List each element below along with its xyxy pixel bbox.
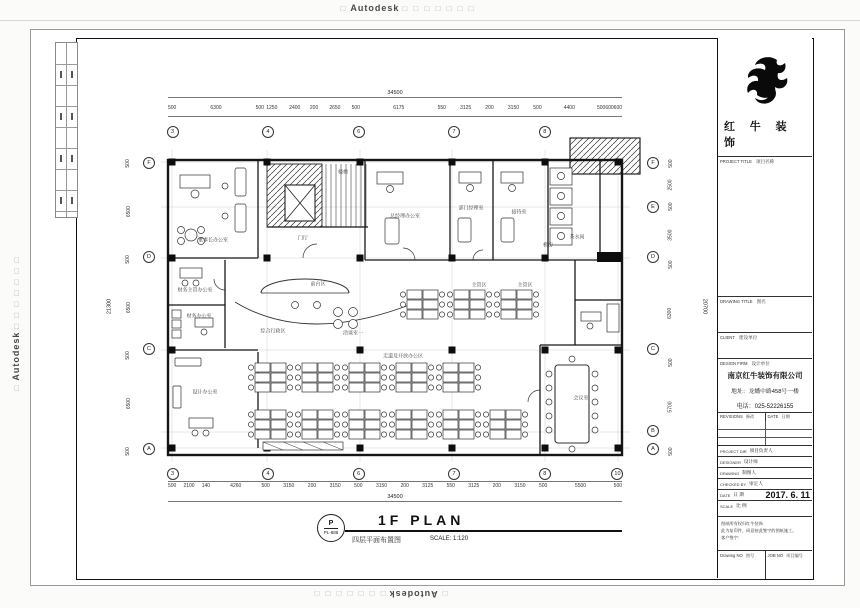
grid-bubble-3: 3 [167,468,179,480]
titleblock-field: SCALE 比 例 [718,500,812,511]
titleblock-field: DRAWING 制图人 [718,467,812,478]
room-label: 总经理办公室 [389,213,421,220]
grid-bubble-7: 7 [448,468,460,480]
room-label: 董事长办公室 [197,237,229,244]
room-label: 部门经理室 [458,205,484,212]
redbull-logo-icon [739,56,791,114]
room-label: 前台区 [310,281,326,288]
plan-title: 1F PLAN [378,512,465,528]
plan-scale: SCALE: 1:120 [430,536,469,542]
autodesk-watermark-left: □Autodesk□ □ □ □ □ □ □ [11,255,21,391]
revisions-header: REVISIONS 修改 DATE 日期 [718,412,812,422]
room-label: 会议室 [573,395,589,402]
note-line: 此为复印件，同意按此签字的图纸施工。 [721,528,797,533]
grid-bubble-3: 3 [167,126,179,138]
company-phone: 电话：025-52226155 [736,404,794,410]
room-label: 洽谈室一 [342,330,364,337]
room-label: 楼梯 [337,169,349,176]
plan-subtitle: 四层平面布置图 [352,537,401,544]
dim-overall-left: 21300 [106,298,113,315]
client-row: CLIENT 建设单位 [718,332,812,342]
dim-overall-top: 34500 [168,90,622,100]
company-brand-name: 红 牛 装 饰 [724,121,793,149]
drawing-title-row: DRAWING TITLE 图名 [718,296,812,306]
dim-chain-bottom: 500 2100 140 4260 500 3150 200 3150 500 3150 200 3125 550 3125 200 3150 500 5500 500 [168,483,623,489]
room-labels [85,90,715,520]
room-label: 综合行政区 [260,328,286,335]
grid-bubble-8: 8 [539,468,551,480]
titleblock-bottom-row: Drawing NO 图号 JOB NO 项目编号 [718,550,812,579]
grid-bubble-F: F [647,157,659,169]
room-label: 主管区 [517,282,533,289]
room-label: 茶水间 [569,234,585,241]
titleblock-fields [718,445,812,511]
grid-bubble-6: 6 [353,126,365,138]
top-divider-line [0,20,860,21]
grid-bubble-D: D [647,251,659,263]
grid-bubble-B: B [647,425,659,437]
company-address: 地址：龙蟠中路458号一楼 [731,389,799,395]
titleblock-field: PROJECT DIR 项目负责人 [718,445,812,456]
grid-bubble-C: C [143,343,155,355]
grid-bubble-D: D [143,251,155,263]
autodesk-watermark-bottom: □Autodesk□ □ □ □ □ □ □ [312,589,448,599]
grid-bubble-6: 6 [353,468,365,480]
grid-bubble-C: C [647,343,659,355]
room-label: 接待室 [511,209,527,216]
grid-bubble-A: A [647,443,659,455]
company-name: 南京红牛装饰有限公司 [727,371,803,380]
grid-bubble-8: 8 [539,126,551,138]
grid-bubble-7: 7 [448,126,460,138]
title-block [717,38,812,578]
drawing-number-stamp: P PL-888 [317,514,345,542]
titleblock-field: DESIGNER 设计师 [718,456,812,467]
room-label: 财务主管办公室 [177,287,213,294]
signature-strip [55,42,78,218]
room-label: 门厅 [297,235,309,242]
titleblock-field: CHECKED BY 审定人 [718,478,812,489]
grid-bubble-A: A [143,443,155,455]
room-label: 机房 [542,242,554,249]
note-line: 客户签字： [721,535,742,540]
dim-chain-left: 500 6500 500 6500 500 6500 500 [125,159,132,456]
dim-overall-right: 20700 [701,298,708,315]
dim-chain-right: 500 2500 500 3500 500 6300 500 5700 500 [667,159,674,456]
project-title-row: PROJECT TITLE 项目名称 [718,156,812,166]
grid-bubble-10: 10 [611,468,623,480]
room-label: 主管区 [471,282,487,289]
floor-plan [85,90,715,520]
plan-title-rule [345,530,622,532]
room-label: 财务办公室 [186,313,212,320]
grid-bubble-E: E [647,201,659,213]
grid-bubble-4: 4 [262,468,274,480]
grid-bubble-4: 4 [262,126,274,138]
autodesk-watermark-top: □ Autodesk □ □ □ □ □ □ □ [340,3,476,13]
room-label: 设计办公室 [192,389,218,396]
room-label: 走道及开放办公区 [382,353,424,360]
note-line: 图纸所有权归红牛装饰 [721,521,763,526]
company-logo [718,38,812,156]
titleblock-field: DATE 日 期 2017. 6. 11 [720,490,810,500]
dim-overall-bottom: 34500 [168,494,622,504]
titleblock-notes [718,516,812,544]
grid-bubble-F: F [143,157,155,169]
dim-chain-top: 500 6300 500 1250 2400 200 2650 500 6175 550 3125 200 3150 500 4400 500 600 600 [168,105,623,111]
date-value: 2017. 6. 11 [765,490,810,500]
design-firm-row: DESIGN FIRM 设计单位 [718,358,812,368]
